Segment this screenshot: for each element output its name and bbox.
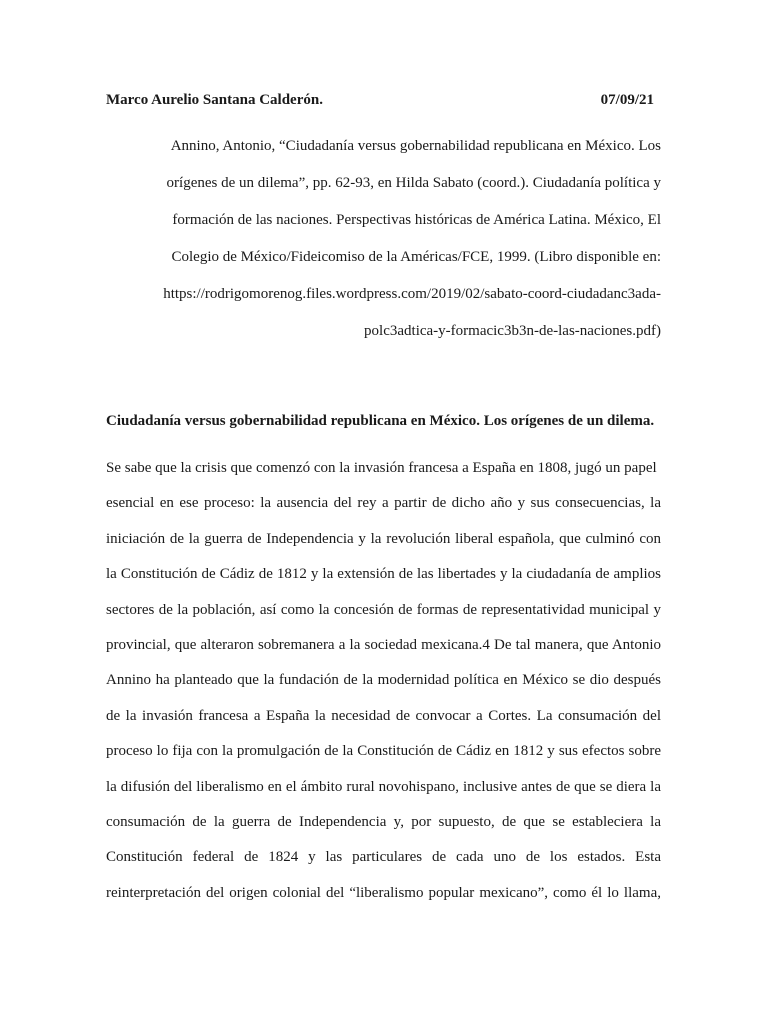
body-line: proceso lo fija con la promulgación de la Constitución de Cádiz en 1812 y sus efectos sobre	[106, 743, 661, 760]
body-line: la Constitución de Cádiz de 1812 y la extensión de las libertades y la ciudadanía de amplios	[106, 566, 661, 583]
body-line: esencial en ese proceso: la ausencia del rey a partir de dicho año y sus consecuencias, la	[106, 495, 661, 512]
body-line: de la invasión francesa a España la necesidad de convocar a Cortes. La consumación del	[106, 707, 661, 724]
citation-line: orígenes de un dilema”, pp. 62-93, en Hilda Sabato (coord.). Ciudadanía política y	[166, 175, 661, 191]
body-line: Se sabe que la crisis que comenzó con la invasión francesa a España en 1808, jugó un papel	[106, 460, 657, 476]
author-name: Marco Aurelio Santana Calderón.	[106, 92, 323, 108]
body-line: consumación de la guerra de Independencia y, por supuesto, de que se estableciera la	[106, 813, 661, 830]
body-paragraph	[106, 458, 661, 918]
document-header	[106, 92, 654, 112]
document-date: 07/09/21	[600, 92, 654, 108]
body-line: Annino ha planteado que la fundación de la modernidad política en México se dio después	[106, 672, 661, 689]
citation-line: Colegio de México/Fideicomiso de la Américas/FCE, 1999. (Libro disponible en:	[171, 249, 661, 265]
body-line: sectores de la población, así como la concesión de formas de representatividad municipal y	[106, 601, 661, 618]
citation-line: Annino, Antonio, “Ciudadanía versus gobernabilidad republicana en México. Los	[170, 138, 661, 154]
bibliographic-citation	[160, 136, 661, 358]
citation-line: polc3adtica-y-formacic3b3n-de-las-naciones.pdf)	[364, 323, 661, 339]
body-line: la difusión del liberalismo en el ámbito rural novohispano, inclusive antes de que se diera la	[106, 778, 661, 795]
body-line: iniciación de la guerra de Independencia y la revolución liberal española, que culminó con	[106, 530, 661, 547]
body-line: reinterpretación del origen colonial del “liberalismo popular mexicano”, como él lo llama,	[106, 884, 661, 901]
citation-line: https://rodrigomorenog.files.wordpress.com/2019/02/sabato-coord-ciudadanc3ada-	[163, 286, 661, 302]
body-line: Constitución federal de 1824 y las particulares de cada uno de los estados. Esta	[106, 849, 661, 866]
section-title: Ciudadanía versus gobernabilidad republicana en México. Los orígenes de un dilema.	[106, 413, 655, 429]
citation-line: formación de las naciones. Perspectivas históricas de América Latina. México, El	[172, 212, 661, 228]
body-line: provincial, que alteraron sobremanera a la sociedad mexicana.4 De tal manera, que Antonio	[106, 636, 661, 653]
